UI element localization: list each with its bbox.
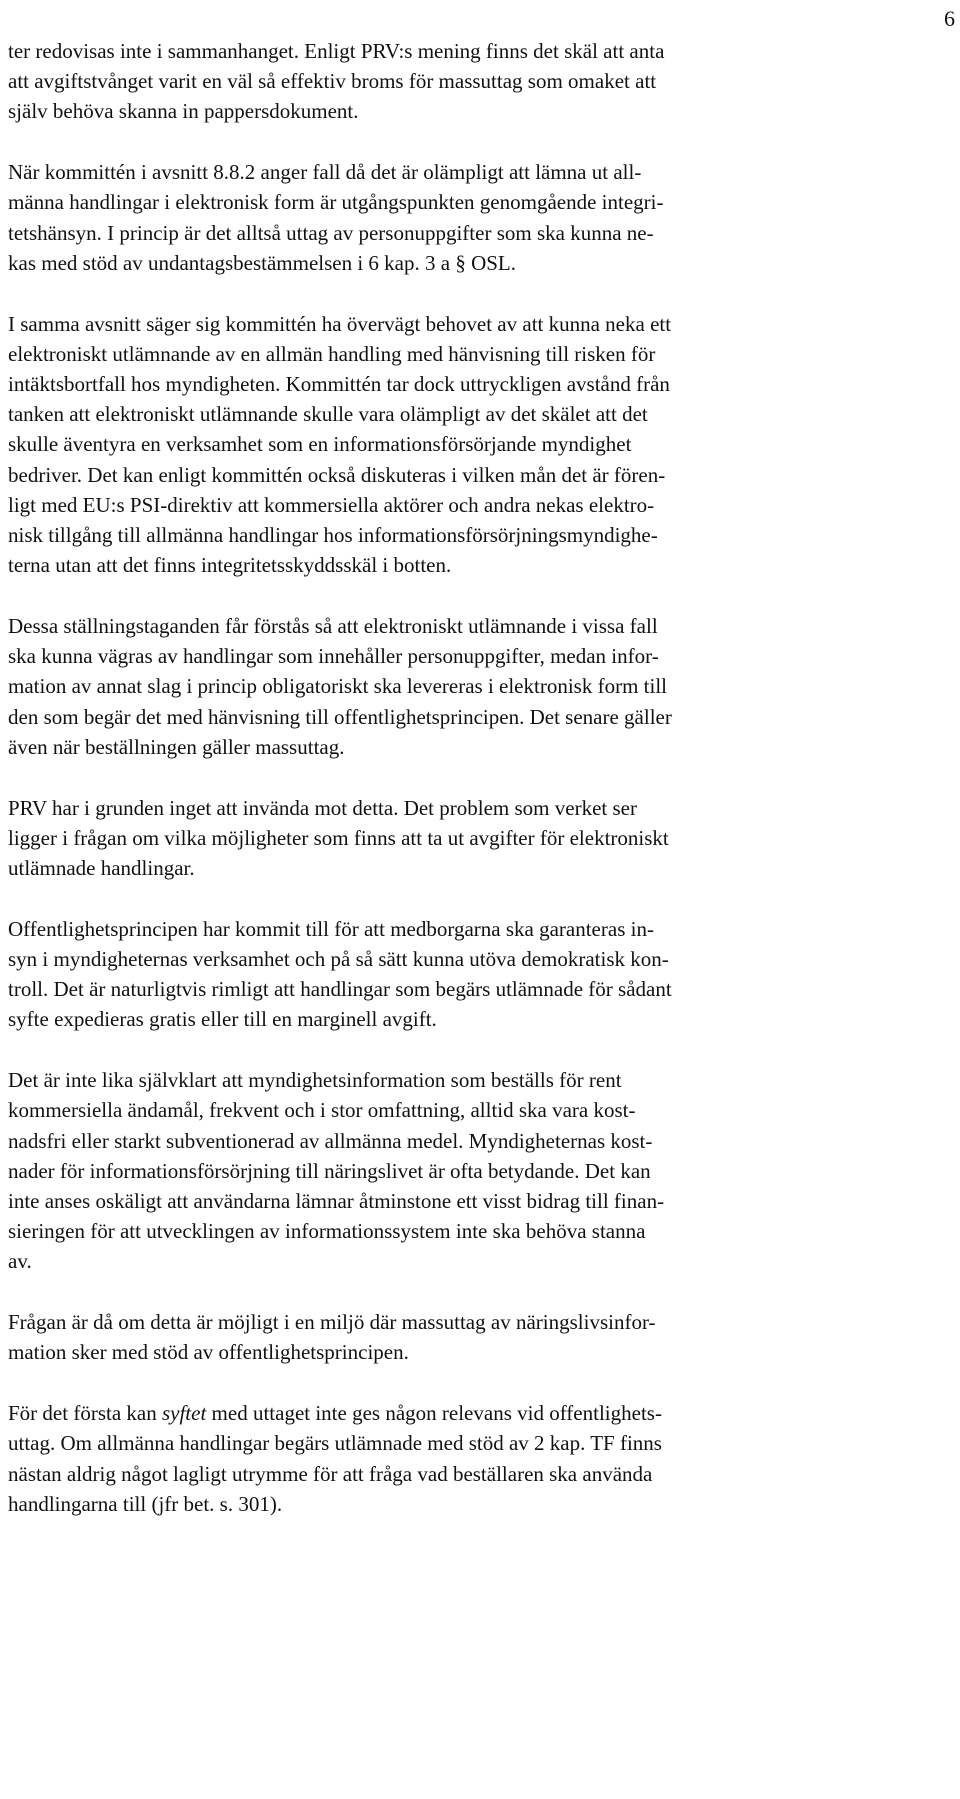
text-line: nader för informationsförsörjning till näringslivet är ofta betydande. Det kan (8, 1158, 651, 1183)
text-line: skulle äventyra en verksamhet som en informationsförsörjande myndighet (8, 432, 632, 457)
text-line: bedriver. Det kan enligt kommittén också diskuteras i vilken mån det är fören- (8, 462, 666, 487)
paragraph-8 (8, 1307, 958, 1367)
text-line: Offentlighetsprincipen har kommit till för att medborgarna ska garanteras in- (8, 916, 654, 941)
document-body (8, 36, 958, 1519)
page-number: 6 (944, 6, 955, 31)
text-line: terna utan att det finns integritetsskyddsskäl i botten. (8, 553, 452, 578)
paragraph-4 (8, 611, 958, 762)
text-line: nadsfri eller starkt subventionerad av allmänna medel. Myndigheternas kost- (8, 1128, 653, 1153)
paragraph-7 (8, 1065, 958, 1276)
text-line: tanken att elektroniskt utlämnande skulle vara olämpligt av det skälet att det (8, 402, 648, 427)
italic-emphasis: syftet (161, 1401, 207, 1426)
text-line: intäktsbortfall hos myndigheten. Kommittén tar dock uttryckligen avstånd från (8, 372, 670, 397)
text-line: handlingarna till (jfr bet. s. 301). (8, 1491, 283, 1516)
text-line: uttag. Om allmänna handlingar begärs utlämnade med stöd av 2 kap. TF finns (8, 1431, 662, 1456)
paragraph-3 (8, 309, 958, 581)
text-line: Det är inte lika självklart att myndighetsinformation som beställs för rent (8, 1068, 622, 1093)
text-line: syfte expedieras gratis eller till en marginell avgift. (8, 1007, 437, 1032)
text-line: syn i myndigheternas verksamhet och på så sätt kunna utöva demokratisk kon- (8, 947, 669, 972)
text-line: utlämnade handlingar. (8, 856, 195, 881)
text-line: kommersiella ändamål, frekvent och i stor omfattning, alltid ska vara kost- (8, 1098, 636, 1123)
text-line: även när beställningen gäller massuttag. (8, 734, 345, 759)
text-line: ligt med EU:s PSI-direktiv att kommersiella aktörer och andra nekas elektro- (8, 492, 655, 517)
text-line: mation sker med stöd av offentlighetsprincipen. (8, 1340, 409, 1365)
text-line: ska kunna vägras av handlingar som innehåller personuppgifter, medan infor- (8, 644, 659, 669)
paragraph-5 (8, 793, 958, 884)
text-line: När kommittén i avsnitt 8.8.2 anger fall då det är olämpligt att lämna ut all- (8, 160, 642, 185)
text-line: ligger i frågan om vilka möjligheter som finns att ta ut avgifter för elektroniskt (8, 825, 669, 850)
text-line: att avgiftstvånget varit en väl så effektiv broms för massuttag som omaket att (8, 69, 657, 94)
text-line: mation av annat slag i princip obligatoriskt ska levereras i elektronisk form till (8, 674, 667, 699)
text-line: PRV har i grunden inget att invända mot detta. Det problem som verket ser (8, 795, 637, 820)
text-line: tetshänsyn. I princip är det alltså uttag av personuppgifter som ska kunna ne- (8, 220, 654, 245)
text-line: troll. Det är naturligtvis rimligt att handlingar som begärs utlämnade för sådant (8, 977, 672, 1002)
text-line: sieringen för att utvecklingen av informationssystem inte ska behöva stanna (8, 1219, 646, 1244)
paragraph-2 (8, 157, 958, 278)
text-line: nisk tillgång till allmänna handlingar hos informationsförsörjningsmyndighe- (8, 523, 658, 548)
text-line: den som begär det med hänvisning till offentlighetsprincipen. Det senare gäller (8, 704, 672, 729)
text-line: ter redovisas inte i sammanhanget. Enligt PRV:s mening finns det skäl att anta (8, 39, 665, 63)
text-line: av. (8, 1249, 32, 1274)
text-line: nästan aldrig något lagligt utrymme för att fråga vad beställaren ska använda (8, 1461, 653, 1486)
paragraph-1 (8, 36, 958, 127)
text-line: Dessa ställningstaganden får förstås så att elektroniskt utlämnande i vissa fall (8, 614, 658, 639)
text-line: I samma avsnitt säger sig kommittén ha övervägt behovet av att kunna neka ett (8, 311, 672, 336)
text-run: med uttaget inte ges någon relevans vid offentlighets- (206, 1401, 662, 1426)
paragraph-9 (8, 1398, 958, 1519)
text-line: själv behöva skanna in pappersdokument. (8, 99, 359, 124)
text-line: Frågan är då om detta är möjligt i en miljö där massuttag av näringslivsinfor- (8, 1310, 656, 1335)
paragraph-6 (8, 914, 958, 1035)
text-line: männa handlingar i elektronisk form är utgångspunkten genomgående integri- (8, 190, 664, 215)
text-line (8, 1398, 958, 1428)
text-line: elektroniskt utlämnande av en allmän handling med hänvisning till risken för (8, 341, 656, 366)
text-line: inte anses oskäligt att användarna lämnar åtminstone ett visst bidrag till finan- (8, 1189, 665, 1214)
text-run: För det första kan (8, 1401, 162, 1426)
text-line: kas med stöd av undantagsbestämmelsen i 6 kap. 3 a § OSL. (8, 250, 516, 275)
